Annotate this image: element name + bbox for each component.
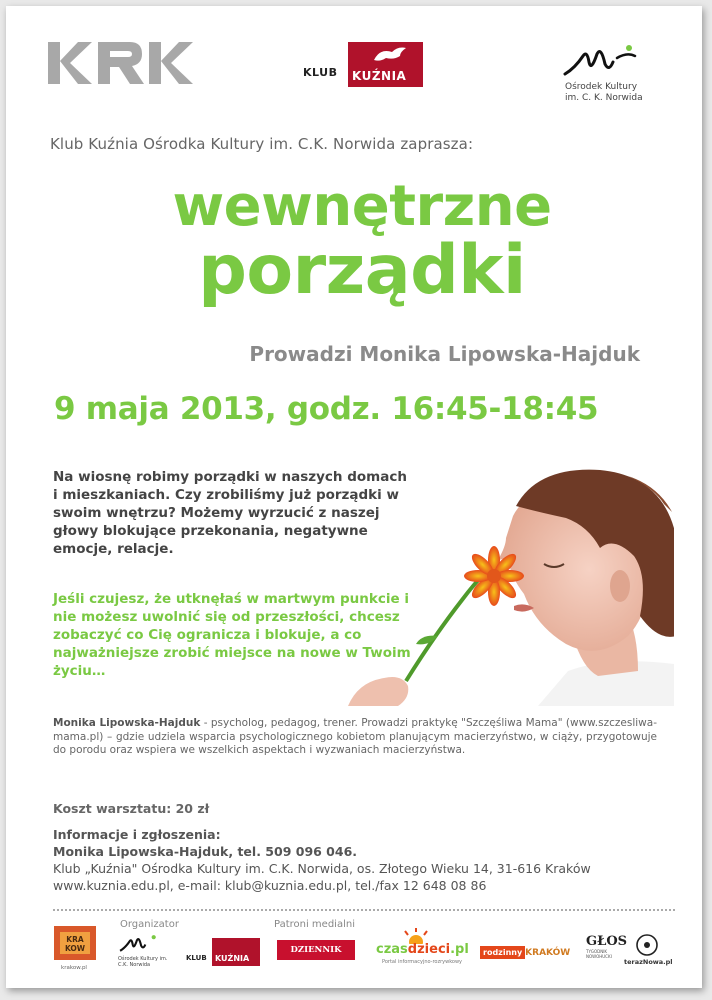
- workshop-cost: Koszt warsztatu: 20 zł: [53, 801, 210, 816]
- krakow-url: krakow.pl: [61, 965, 87, 971]
- info-address: Klub „Kuźnia" Ośrodka Kultury im. C.K. Norwida, os. Złotego Wieku 14, 31-616 Kraków: [53, 861, 591, 876]
- woman-with-flower-image: [338, 466, 674, 706]
- glos-text: GŁOS: [586, 934, 628, 949]
- pegasus-icon: [370, 44, 410, 66]
- teraz-nowa-logo: [624, 934, 674, 968]
- kuznia-logo: [303, 40, 425, 90]
- krk-logo: [48, 42, 193, 84]
- svg-text:KOW: KOW: [64, 944, 86, 953]
- footer-divider: [53, 909, 675, 911]
- footer-kuznia-box: [212, 938, 260, 966]
- info-web: www.kuznia.edu.pl, e-mail: klub@kuznia.edu.pl, tel./fax 12 648 08 86: [53, 878, 487, 893]
- bio-name: Monika Lipowska-Hajduk: [53, 717, 201, 729]
- dziennik-polski-logo: DZIENNIK POLSKI: [277, 940, 355, 960]
- rodzinny-text: rodzinny: [480, 946, 525, 959]
- glos-logo: [586, 934, 628, 964]
- footer-norwid-signature-icon: [118, 934, 160, 954]
- czas-text: czas: [376, 942, 408, 957]
- intro-paragraph: Na wiosnę robimy porządki w naszych domach i mieszkaniach. Czy zrobiliśmy już porządki w swoim wnętrzu? Możemy wyrzucić z naszej głowy blokujące przekonania, negatywne emocje, relacje.: [53, 469, 407, 557]
- title-line1: wewnętrzne: [172, 174, 552, 239]
- info-heading: Informacje i zgłoszenia:: [53, 827, 221, 842]
- bio-text: - psycholog, pedagog, trener. Prowadzi praktykę "Szczęśliwa Mama" (www.szczesliwa-mama.pl) – gdzie udziela wsparcia psychologicznego kobietom planującym macierzyństwo, w ciąży, przygotowuje do porodu oraz wspiera we wszelkich aspektach i wyzwaniach macierzyństwa.: [53, 717, 657, 756]
- czasdzieci-subtitle: Portal informacyjno-rozrywkowy: [382, 959, 463, 965]
- norwid-logo: [561, 42, 671, 112]
- event-date: 9 maja 2013, godz. 16:45-18:45: [54, 391, 599, 427]
- teraz-nowa-text: terazNowa.pl: [624, 958, 673, 966]
- organizer-label: Organizator: [120, 919, 179, 930]
- norwid-line2: im. C. K. Norwida: [565, 93, 643, 103]
- glos-subtitle: TYGODNIK NOWOHUCKI: [586, 949, 612, 959]
- footer-kuznia-name: KUŹNIA: [215, 954, 250, 963]
- footer-kuznia-klub: KLUB: [186, 954, 207, 962]
- norwid-logo-text: [565, 82, 675, 104]
- krakow-logo: [52, 924, 100, 972]
- invite-paragraph: Jeśli czujesz, że utknęłaś w martwym punkcie i nie możesz uwolnić się od przeszłości, chcesz zobaczyć co Cię ogranicza i blokuje, a co najważniejsze zrobić miejsce na nowe w Twoim życiu…: [53, 591, 411, 679]
- rodzinny-krakow-logo: [480, 940, 574, 958]
- dzieci-text: dzieci: [407, 942, 451, 957]
- rodzinny-krakow-text: KRAKÓW: [525, 948, 571, 958]
- title-line2: porządki: [198, 231, 526, 310]
- footer-norwid-text: Ośrodek Kultury im. C.K. Norwida: [118, 956, 168, 968]
- poster: [6, 6, 702, 988]
- host-bio: [53, 717, 657, 758]
- info-contact: Monika Lipowska-Hajduk, tel. 509 096 046.: [53, 844, 358, 859]
- norwid-line1: Ośrodek Kultury: [565, 82, 638, 92]
- footer-kuznia-logo: [186, 938, 262, 968]
- kuznia-name-text: KUŹNIA: [352, 69, 407, 83]
- film-reel-icon: [636, 934, 658, 956]
- invite-text: Klub Kuźnia Ośrodka Kultury im. C.K. Norwida zaprasza:: [50, 135, 474, 153]
- contact-info: [53, 826, 673, 894]
- norwid-signature-icon: [561, 42, 641, 80]
- czas-pl-text: .pl: [450, 942, 469, 957]
- kuznia-red-box: [348, 42, 423, 87]
- czasdzieci-logo: [376, 928, 469, 968]
- kuznia-klub-text: KLUB: [303, 66, 338, 79]
- patrons-label: Patroni medialni: [274, 919, 355, 930]
- footer-norwid-logo: [118, 934, 172, 970]
- svg-text:KRA: KRA: [66, 935, 84, 944]
- host-text: Prowadzi Monika Lipowska-Hajduk: [249, 342, 640, 366]
